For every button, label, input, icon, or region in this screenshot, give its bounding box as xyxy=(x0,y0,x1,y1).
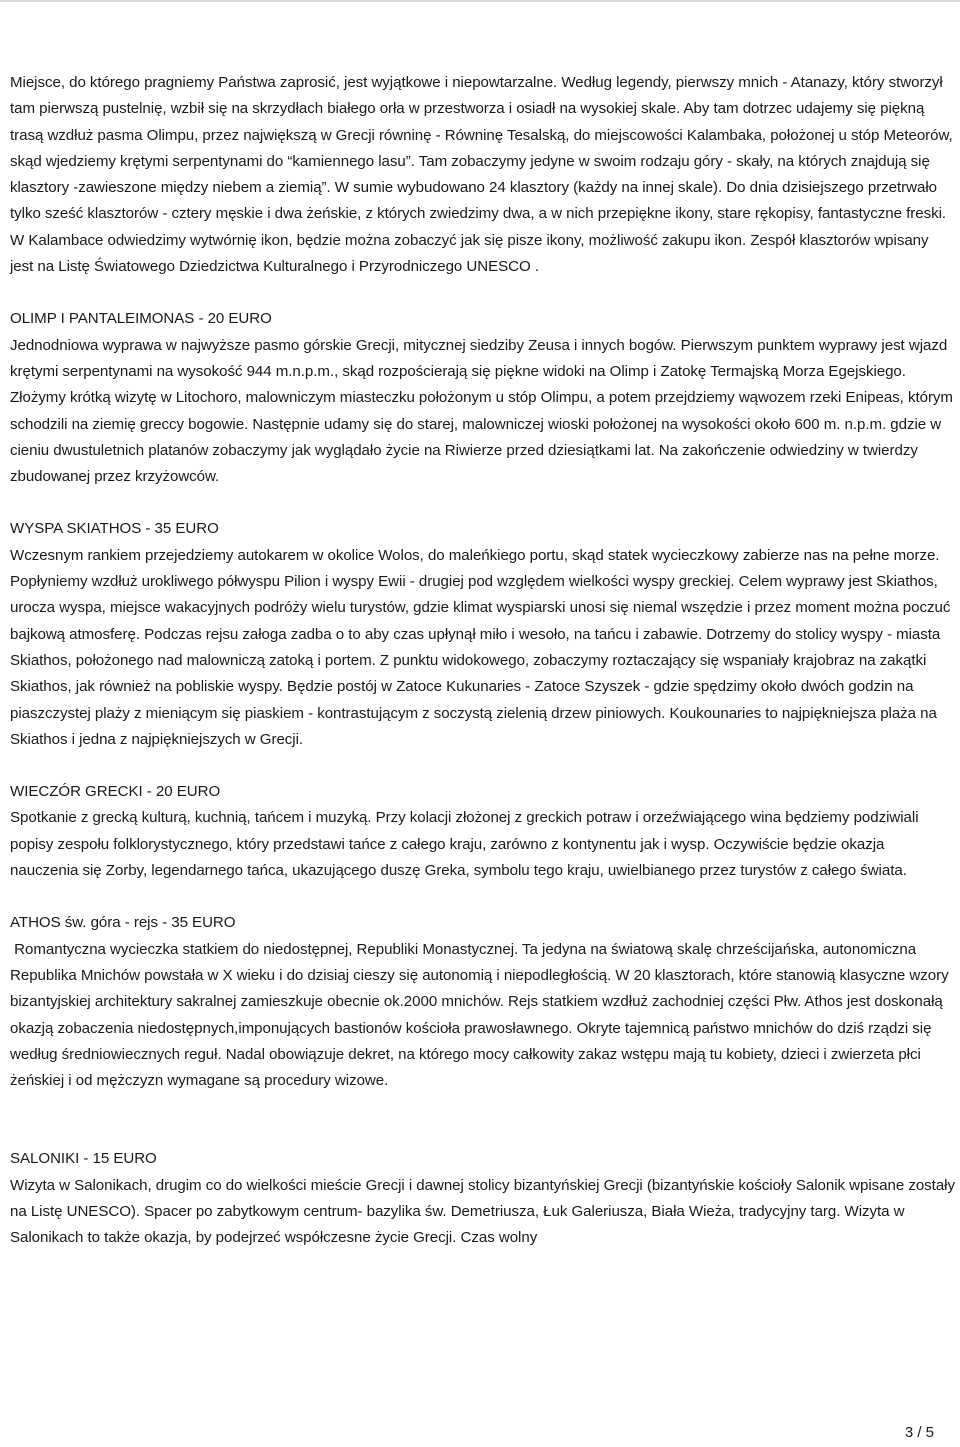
section-saloniki xyxy=(10,1146,955,1251)
section-heading-olimp: OLIMP I PANTALEIMONAS - 20 EURO xyxy=(10,310,272,328)
page-number: 3 / 5 xyxy=(904,1424,934,1441)
section-skiathos xyxy=(10,516,955,753)
section-heading-saloniki: SALONIKI - 15 EURO xyxy=(10,1150,157,1168)
document-body xyxy=(10,70,955,1252)
section-heading-skiathos: WYSPA SKIATHOS - 35 EURO xyxy=(10,520,219,538)
section-wieczor-grecki xyxy=(10,779,955,884)
section-body-wieczor-grecki: Spotkanie z grecką kulturą, kuchnią, tańcem i muzyką. Przy kolacji złożonej z greckich potraw i orzeźwiającego wina będziemy podziwiali popisy zespołu folklorystycznego, który przedstawi tańce z całego kraju, zarówno z kontynentu jak i wysp. Oczywiście będzie okazja nauczenia się Zorby, legendarnego tańca, ukazującego duszę Greka, symbolu tego kraju, uwielbianego przez turystów z całego świata. xyxy=(10,809,919,880)
section-body-skiathos: Wczesnym rankiem przejedziemy autokarem w okolice Wolos, do maleńkiego portu, skąd statek wycieczkowy zabierze nas na pełne morze. Popłyniemy wzdłuż urokliwego półwyspu Pilion i wyspy Ewii - drugiej pod względem wielkości wyspy greckiej. Celem wyprawy jest Skiathos, urocza wyspa, miejsce wakacyjnych podróży wielu turystów, gdzie klimat wyspiarski unosi się niemal wszędzie i przez moment można poczuć bajkową atmosferę. Podczas rejsu załoga zadba o to aby czas upłynął miło i wesoło, na tańcu i zabawie. Dotrzemy do stolicy wyspy - miasta Skiathos, położonego nad malowniczą zatoką i portem. Z punktu widokowego, zobaczymy roztaczający się wspaniały krajobraz na zakątki Skiathos, jak również na pobliskie wyspy. Będzie postój w Zatoce Kukunaries - Zatoce Szyszek - gdzie spędzimy około dwóch godzin na piaszczystej plaży z mieniącym się piaskiem - kontrastującym z soczystą zielenią drzew piniowych. Koukounaries to najpiękniejsza plaża na Skiathos i jedna z najpiękniejszych w Grecji. xyxy=(10,546,951,748)
section-body-saloniki: Wizyta w Salonikach, drugim co do wielkości mieście Grecji i dawnej stolicy bizantyńskiej Grecji (bizantyńskie kościoły Salonik wpisane zostały na Listę UNESCO). Spacer po zabytkowym centrum- bazylika św. Demetriusza, Łuk Galeriusza, Biała Wieża, tradycyjny targ. Wizyta w Salonikach to także okazja, by podejrzeć współczesne życie Grecji. Czas wolny xyxy=(10,1176,955,1247)
section-olimp xyxy=(10,306,955,490)
section-athos xyxy=(10,910,955,1094)
intro-paragraph: Miejsce, do którego pragniemy Państwa zaprosić, jest wyjątkowe i niepowtarzalne. Według legendy, pierwszy mnich - Atanazy, który stworzył tam pierwszą pustelnię, wzbił się na skrzydłach białego orła w przestworza i osiadł na wysokiej skale. Aby tam dotrzec udajemy się piękną trasą wzdłuż pasma Olimpu, przez największą w Grecji równinę - Równinę Tesalską, do miejscowości Kalambaka, położonej u stóp Meteorów, skąd wjedziemy krętymi serpentynami do “kamiennego lasu”. Tam zobaczymy jedyne w swoim rodzaju góry - skały, na których znajdują się klasztory -zawieszone między niebem a ziemią”. W sumie wybudowano 24 klasztory (każdy na innej skale). Do dnia dzisiejszego przetrwało tylko sześć klasztorów - cztery męskie i dwa żeńskie, z których zwiedzimy dwa, a w nich przepiękne ikony, stare rękopisy, fantastyczne freski. W Kalambace odwiedzimy wytwórnię ikon, będzie można zobaczyć jak się pisze ikony, możliwość zakupu ikon. Zespół klasztorów wpisany jest na Listę Światowego Dziedzictwa Kulturalnego i Przyrodniczego UNESCO . xyxy=(10,74,953,276)
section-heading-athos: ATHOS św. góra - rejs - 35 EURO xyxy=(10,914,236,932)
top-border-line xyxy=(0,0,960,2)
section-body-athos: Romantyczna wycieczka statkiem do niedostępnej, Republiki Monastycznej. Ta jedyna na światową skalę chrześcijańska, autonomiczna Republika Mnichów powstała w X wieku i do dzisiaj cieszy się autonomią i niepodległością. W 20 klasztorach, które stanowią klasyczne wzory bizantyjskiej architektury sakralnej zamieszkuje obecnie ok.2000 mnichów. Rejs statkiem wzdłuż zachodniej części Płw. Athos jest doskonałą okazją zobaczenia niedostępnych,imponujących bastionów kościoła prawosławnego. Okryte tajemnicą państwo mnichów do dziś rządzi się według średniowiecznych reguł. Nadal obowiązuje dekret, na którego mocy całkowity zakaz wstępu mają tu kobiety, dzieci i zwierzeta płci żeńskiej i od mężczyzn wymagane są procedury wizowe. xyxy=(10,940,953,1090)
section-heading-wieczor-grecki: WIECZÓR GRECKI - 20 EURO xyxy=(10,783,221,801)
section-body-olimp: Jednodniowa wyprawa w najwyższe pasmo górskie Grecji, mitycznej siedziby Zeusa i innych bogów. Pierwszym punktem wyprawy jest wjazd krętymi serpentynami na wysokość 944 m.n.p.m., skąd rozpościerają się piękne widoki na Olimp i Zatokę Termajską Morza Egejskiego. Złożymy krótką wizytę w Litochoro, malowniczym miasteczku położonym u stóp Olimpu, a potem przejdziemy wąwozem rzeki Enipeas, którym schodzili na ziemię greccy bogowie. Następnie udamy się do starej, malowniczej wioski położonej na wysokości około 600 m. n.p.m. gdzie w cieniu dwustuletnich platanów zobaczymy jak wyglądało życie na Riwierze przed dziesiątkami lat. Na zakończenie odwiedziny w twierdzy zbudowanej przez krzyżowców. xyxy=(10,336,953,486)
